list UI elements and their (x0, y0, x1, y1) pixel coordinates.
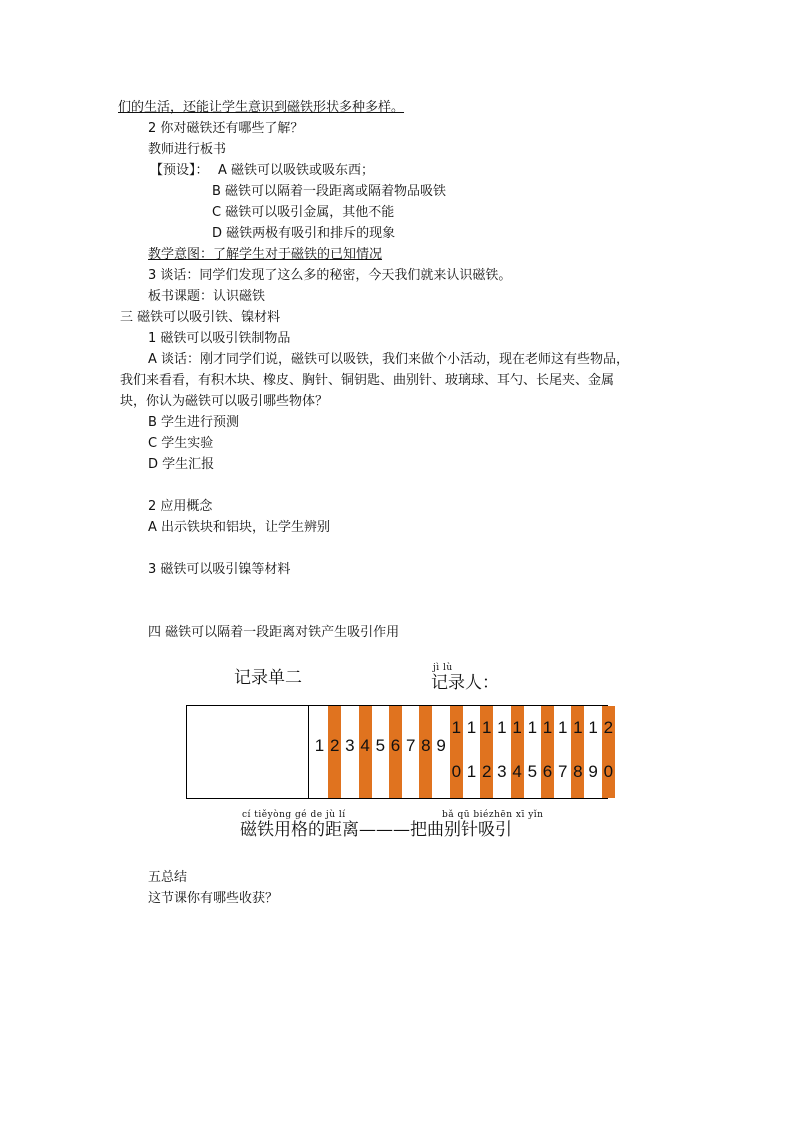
step-b: B 学生进行预测 (148, 415, 240, 430)
cell-number-top: 1 (557, 718, 568, 737)
preset-item-a: A 磁铁可以吸铁或吸东西； (218, 163, 375, 178)
preset-item-c: C 磁铁可以吸引金属，其他不能 (212, 205, 395, 220)
cell-number-top: 1 (466, 718, 477, 737)
record-cell (480, 706, 493, 798)
preset-label: 【预设】： (150, 163, 209, 178)
record-cell (359, 706, 372, 798)
cell-number-bottom: 2 (481, 762, 492, 781)
section-five-heading: 五总结 (148, 870, 188, 885)
question-2: 2 你对磁铁还有哪些了解？ (148, 121, 304, 136)
cell-number-bottom: 0 (451, 762, 462, 781)
subsection-1: 1 磁铁可以吸引铁制物品 (148, 331, 291, 346)
cell-number: 5 (375, 736, 386, 755)
lesson-title-note: 板书课题：认识磁铁 (148, 289, 266, 304)
paragraph-line: 们的生活，还能让学生意识到磁铁形状多种多样。 (118, 100, 405, 115)
paragraph-line: 我们来看看，有积木块、橡皮、胸针、铜钥匙、曲别针、玻璃球、耳勺、长尾夹、金属 (120, 373, 615, 388)
record-cell (587, 706, 600, 798)
cell-number-top: 1 (451, 718, 462, 737)
teaching-intent: 教学意图：了解学生对于磁铁的已知情况 (148, 247, 383, 262)
paragraph-line: 块，你认为磁铁可以吸引哪些物体？ (120, 394, 329, 409)
record-blank-cell (187, 706, 309, 798)
talk-3: 3 谈话：同学们发现了这么多的秘密，今天我们就来认识磁铁。 (148, 268, 512, 283)
step-c: C 学生实验 (148, 436, 214, 451)
cell-number-bottom: 3 (497, 762, 507, 781)
paragraph-line: A 谈话：刚才同学们说，磁铁可以吸铁，我们来做个小活动，现在老师这有些物品， (148, 352, 630, 367)
recorder-pinyin: jì lù (433, 663, 453, 673)
cell-number: 7 (405, 736, 416, 755)
step-a: A 出示铁块和铝块，让学生辨别 (148, 520, 331, 535)
cell-number: 8 (421, 736, 431, 755)
subsection-2: 2 应用概念 (148, 499, 213, 514)
cell-number-top: 1 (512, 718, 522, 737)
cell-number: 6 (390, 736, 401, 755)
step-d: D 学生汇报 (148, 457, 215, 472)
cell-number-bottom: 9 (588, 762, 598, 781)
cell-number-top: 2 (603, 718, 614, 737)
record-cell (541, 706, 554, 798)
cell-number-bottom: 1 (466, 762, 477, 781)
blackboard-note: 教师进行板书 (148, 142, 227, 157)
cell-number-bottom: 5 (527, 762, 538, 781)
record-cell (602, 706, 615, 798)
caption-pinyin-right: bǎ qū biézhēn xī yǐn (442, 810, 544, 820)
preset-item-b: B 磁铁可以隔着一段距离或隔着物品吸铁 (212, 184, 447, 199)
cell-number-bottom: 4 (512, 762, 522, 781)
cell-number-bottom: 7 (557, 762, 568, 781)
recorder-label: 记录人： (431, 673, 499, 693)
record-cell (571, 706, 584, 798)
section-four-heading: 四 磁铁可以隔着一段距离对铁产生吸引作用 (148, 625, 400, 640)
cell-number-bottom: 8 (573, 762, 583, 781)
record-cell (450, 706, 463, 798)
record-cell (328, 706, 341, 798)
cell-number-bottom: 6 (542, 762, 553, 781)
record-cell (465, 706, 478, 798)
record-cell (556, 706, 569, 798)
record-cell (526, 706, 539, 798)
cell-number-bottom: 0 (603, 762, 614, 781)
cell-number: 9 (436, 736, 446, 755)
summary-question: 这节课你有哪些收获？ (148, 891, 279, 906)
cell-number-top: 1 (542, 718, 553, 737)
record-cell (419, 706, 432, 798)
record-cell (313, 706, 326, 798)
subsection-3: 3 磁铁可以吸引镍等材料 (148, 562, 291, 577)
cell-number: 1 (314, 736, 325, 755)
section-three-heading: 三 磁铁可以吸引铁、镍材料 (120, 310, 281, 325)
record-cell (435, 706, 448, 798)
record-cell (343, 706, 356, 798)
cell-number: 4 (360, 736, 370, 755)
cell-number-top: 1 (588, 718, 598, 737)
record-sheet-title: 记录单二 (234, 668, 302, 688)
cell-number-top: 1 (497, 718, 507, 737)
record-cell (495, 706, 508, 798)
record-cell (511, 706, 524, 798)
record-table (186, 705, 614, 799)
record-cell (389, 706, 402, 798)
cell-number: 3 (345, 736, 355, 755)
caption-pinyin-left: cí tiěyòng gé de jù lí (242, 810, 346, 820)
record-cell (374, 706, 387, 798)
cell-number-top: 1 (573, 718, 583, 737)
record-cell (404, 706, 417, 798)
cell-number: 2 (329, 736, 340, 755)
record-caption: 磁铁用格的距离———把曲别针吸引 (240, 820, 512, 840)
preset-item-d: D 磁铁两极有吸引和排斥的现象 (212, 226, 396, 241)
cell-number-top: 1 (481, 718, 492, 737)
cell-number-top: 1 (527, 718, 538, 737)
